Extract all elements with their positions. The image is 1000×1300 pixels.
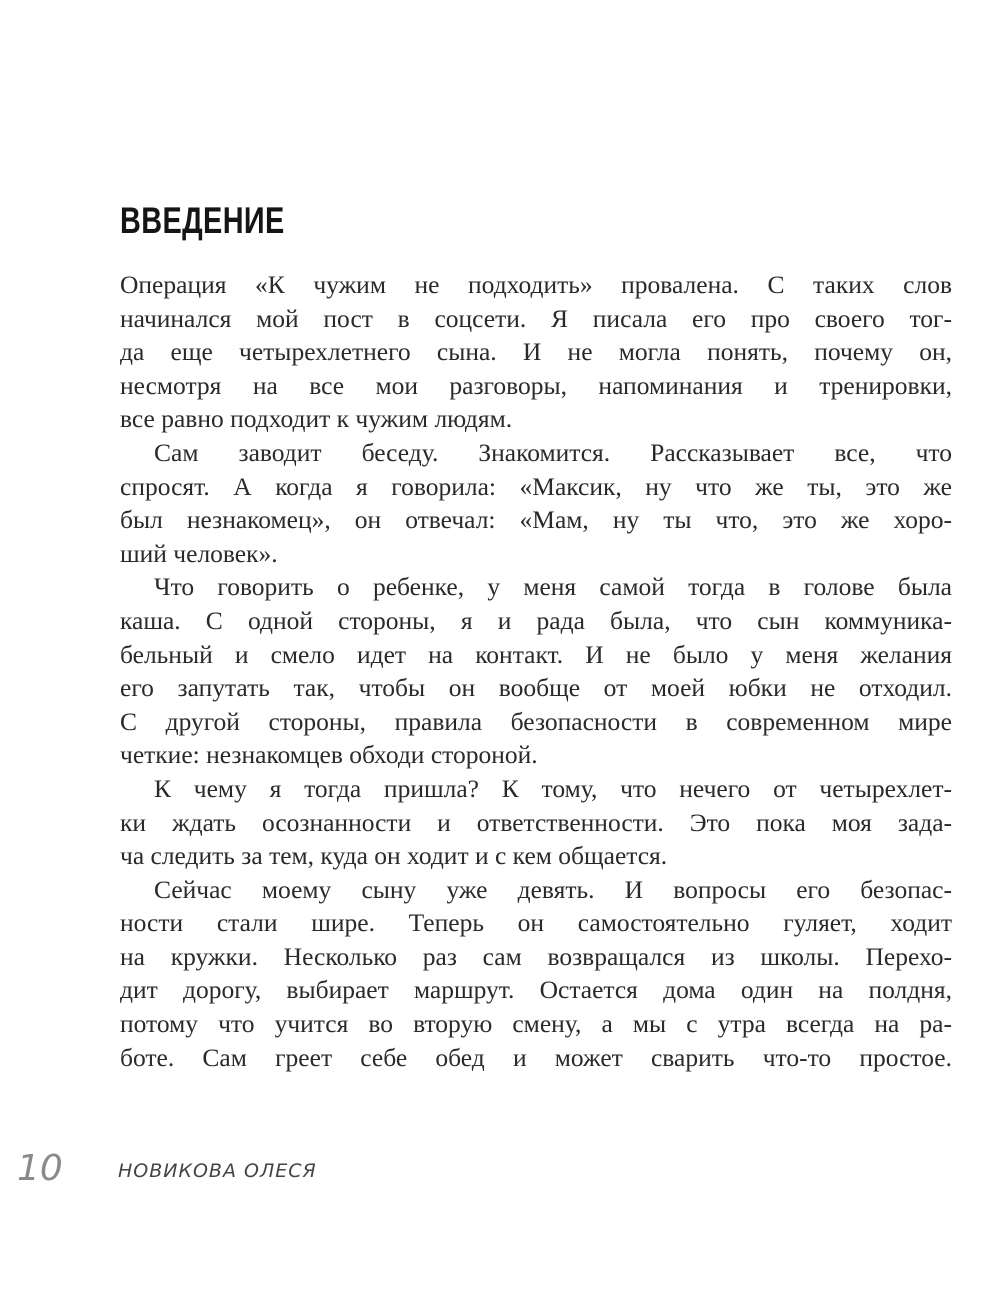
text-line: ший человек». (120, 538, 278, 568)
text-line: Сам заводит беседу. Знакомится. Рассказывает все, что (154, 437, 952, 467)
page-footer (0, 1148, 1000, 1188)
text-line: спросят. А когда я говорила: «Максик, ну что же ты, это же (120, 471, 952, 501)
chapter-heading: ВВЕДЕНИЕ (120, 200, 285, 241)
text-line: несмотря на все мои разговоры, напоминания и тренировки, (120, 370, 952, 400)
text-line: на кружки. Несколько раз сам возвращался из школы. Перехо- (120, 941, 952, 971)
text-line: каша. С одной стороны, я и рада была, что сын коммуника- (120, 605, 952, 635)
text-line: был незнакомец», он отвечал: «Мам, ну ты что, это же хоро- (120, 505, 952, 535)
text-line: начинался мой пост в соцсети. Я писала его про своего тог- (120, 303, 952, 333)
text-line: ности стали шире. Теперь он самостоятельно гуляет, ходит (120, 908, 952, 938)
running-footer-author: НОВИКОВА ОЛЕСЯ (118, 1160, 317, 1182)
text-line: Что говорить о ребенке, у меня самой тогда в голове была (154, 572, 952, 602)
body-text (120, 268, 952, 1074)
text-line: С другой стороны, правила безопасности в современном мире (120, 706, 952, 736)
text-line: ки ждать осознанности и ответственности. Это пока моя зада- (120, 807, 952, 837)
text-line: ча следить за тем, куда он ходит и с кем общается. (120, 841, 668, 871)
text-line: его запутать так, чтобы он вообще от моей юбки не отходил. (120, 673, 952, 703)
text-line: боте. Сам греет себе обед и может сварить что-то простое. (120, 1042, 952, 1072)
text-line: Операция «К чужим не подходить» провалена. С таких слов (120, 270, 952, 299)
text-line: К чему я тогда пришла? К тому, что нечего от четырехлет- (154, 773, 952, 803)
page-number: 10 (17, 1148, 63, 1189)
text-line: четкие: незнакомцев обходи стороной. (120, 740, 538, 770)
text-line: потому что учится во вторую смену, а мы с утра всегда на ра- (120, 1009, 952, 1039)
text-line: да еще четырехлетнего сына. И не могла понять, почему он, (120, 337, 952, 367)
text-line: Сейчас моему сыну уже девять. И вопросы его безопас- (154, 874, 952, 904)
text-line: дит дорогу, выбирает маршрут. Остается дома один на полдня, (120, 975, 952, 1005)
text-line: все равно подходит к чужим людям. (120, 404, 513, 434)
text-line: бельный и смело идет на контакт. И не было у меня желания (120, 639, 952, 669)
